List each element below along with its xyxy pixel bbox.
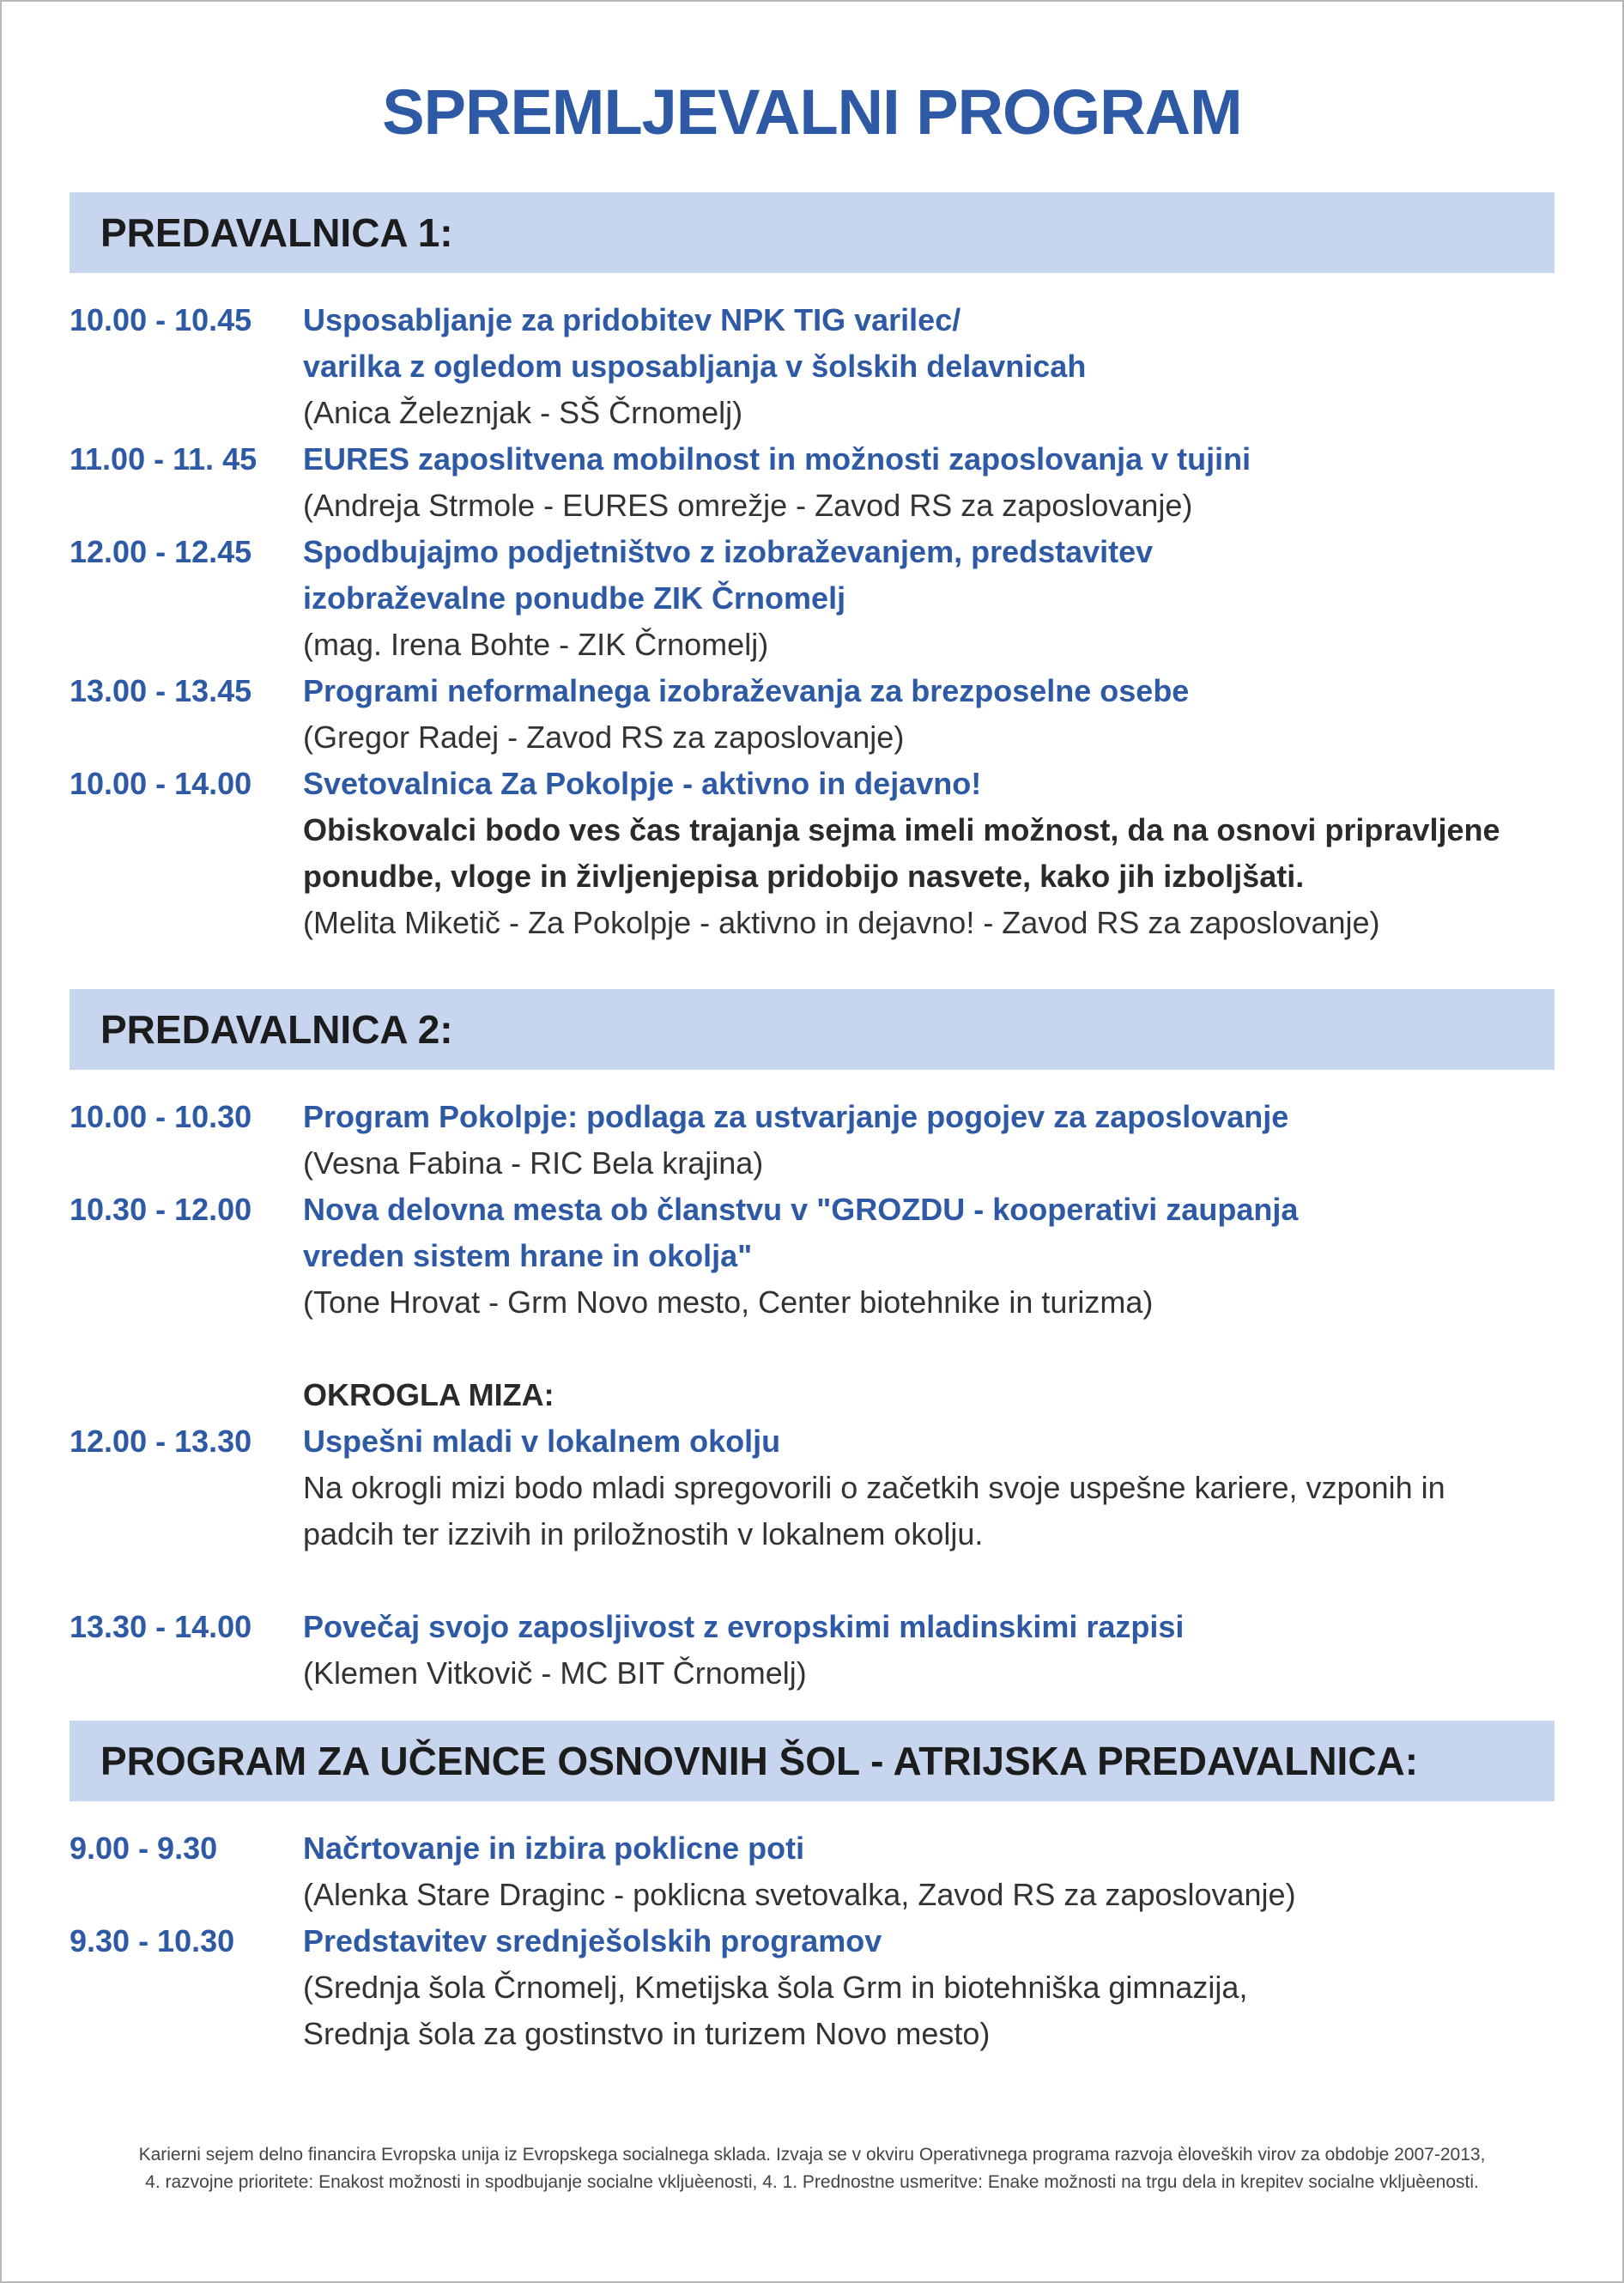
entry-time: 13.00 - 13.45 bbox=[70, 673, 252, 708]
schedule-entry bbox=[70, 1326, 1554, 1418]
entry-emphasis: Obiskovalci bodo ves čas trajanja sejma imeli možnost, da na osnovi pripravljene bbox=[303, 812, 1500, 847]
entry-title: Svetovalnica Za Pokolpje - aktivno in dejavno! bbox=[303, 766, 982, 801]
entry-body bbox=[303, 297, 1554, 436]
schedule-entry bbox=[70, 297, 1554, 436]
section-heading: PREDAVALNICA 2: bbox=[70, 989, 1554, 1070]
entry-speaker: (Srednja šola Črnomelj, Kmetijska šola Grm in biotehniška gimnazija, bbox=[303, 1970, 1248, 2005]
section-heading: PREDAVALNICA 1: bbox=[70, 192, 1554, 273]
schedule-entry bbox=[70, 436, 1554, 529]
entry-title: izobraževalne ponudbe ZIK Črnomelj bbox=[303, 580, 846, 616]
schedule-list bbox=[70, 297, 1554, 946]
entry-title: Nova delovna mesta ob članstvu v "GROZDU - kooperativi zaupanja bbox=[303, 1192, 1299, 1227]
entry-title: EURES zaposlitvena mobilnost in možnosti zaposlovanja v tujini bbox=[303, 441, 1251, 477]
spacer bbox=[303, 1326, 1554, 1372]
entry-time bbox=[70, 1326, 303, 1418]
entry-speaker: (mag. Irena Bohte - ZIK Črnomelj) bbox=[303, 627, 769, 662]
entry-body bbox=[303, 436, 1554, 529]
entry-speaker: (Melita Miketič - Za Pokolpje - aktivno in dejavno! - Zavod RS za zaposlovanje) bbox=[303, 905, 1380, 940]
entry-body bbox=[303, 529, 1554, 668]
schedule-entry bbox=[70, 761, 1554, 946]
entry-body bbox=[303, 1918, 1554, 2057]
entry-time: 10.00 - 10.45 bbox=[70, 302, 252, 337]
schedule-entry bbox=[70, 1187, 1554, 1326]
entry-title: varilka z ogledom usposabljanja v šolskih delavnicah bbox=[303, 349, 1087, 384]
entry-time: 13.30 - 14.00 bbox=[70, 1609, 252, 1644]
entry-speaker: (Gregor Radej - Zavod RS za zaposlovanje) bbox=[303, 720, 905, 755]
entry-title: Usposabljanje za pridobitev NPK TIG varilec/ bbox=[303, 302, 961, 337]
entry-title: Uspešni mladi v lokalnem okolju bbox=[303, 1424, 781, 1459]
entry-body bbox=[303, 668, 1554, 761]
footer-line-1: Karierni sejem delno financira Evropska unija iz Evropskega socialnega sklada. Izvaja se v okviru Operativnega programa razvoja èloveških virov za obdobje 2007-2013, bbox=[138, 2145, 1486, 2165]
entry-speaker: (Tone Hrovat - Grm Novo mesto, Center biotehnike in turizma) bbox=[303, 1284, 1154, 1320]
entry-title: Program Pokolpje: podlaga za ustvarjanje pogojev za zaposlovanje bbox=[303, 1099, 1289, 1134]
entry-body bbox=[303, 1825, 1554, 1918]
entry-time: 9.30 - 10.30 bbox=[70, 1923, 235, 1958]
entry-time: 10.00 - 10.30 bbox=[70, 1099, 252, 1134]
schedule-entry bbox=[70, 1604, 1554, 1697]
entry-emphasis: OKROGLA MIZA: bbox=[303, 1377, 554, 1412]
entry-emphasis: ponudbe, vloge in življenjepisa pridobijo nasvete, kako jih izboljšati. bbox=[303, 859, 1305, 894]
schedule-entry bbox=[70, 1918, 1554, 2057]
entry-speaker: padcih ter izzivih in priložnostih v lokalnem okolju. bbox=[303, 1516, 984, 1551]
funding-footer bbox=[2, 2141, 1622, 2196]
entry-speaker: Srednja šola za gostinstvo in turizem Novo mesto) bbox=[303, 2016, 991, 2051]
sections-container bbox=[70, 192, 1554, 2057]
page-title: SPREMLJEVALNI PROGRAM bbox=[382, 76, 1242, 148]
entry-title: Spodbujajmo podjetništvo z izobraževanjem, predstavitev bbox=[303, 534, 1154, 569]
entry-time: 11.00 - 11. 45 bbox=[70, 441, 258, 477]
schedule-entry bbox=[70, 1418, 1554, 1604]
section-heading: PROGRAM ZA UČENCE OSNOVNIH ŠOL - ATRIJSKA PREDAVALNICA: bbox=[70, 1721, 1554, 1801]
schedule-list bbox=[70, 1094, 1554, 1697]
entry-body bbox=[303, 1094, 1554, 1187]
entry-title: Povečaj svojo zaposljivost z evropskimi mladinskimi razpisi bbox=[303, 1609, 1185, 1644]
entry-speaker: (Anica Železnjak - SŠ Črnomelj) bbox=[303, 395, 743, 430]
entry-time: 12.00 - 13.30 bbox=[70, 1424, 252, 1459]
entry-time: 12.00 - 12.45 bbox=[70, 534, 252, 569]
schedule-list bbox=[70, 1825, 1554, 2057]
entry-title: Programi neformalnega izobraževanja za brezposelne osebe bbox=[303, 673, 1190, 708]
entry-time: 10.30 - 12.00 bbox=[70, 1192, 252, 1227]
entry-body bbox=[303, 1187, 1554, 1326]
entry-speaker: (Klemen Vitkovič - MC BIT Črnomelj) bbox=[303, 1655, 807, 1691]
footer-line-2: 4. razvojne prioritete: Enakost možnosti in spodbujanje socialne vkljuèenosti, 4. 1. Prednostne usmeritve: Enake možnosti na trgu dela in krepitev socialne vkljuèenosti. bbox=[145, 2172, 1479, 2192]
schedule-entry bbox=[70, 529, 1554, 668]
spacer bbox=[303, 1557, 1554, 1604]
entry-speaker: Na okrogli mizi bodo mladi spregovorili o začetkih svoje uspešne kariere, vzponih in bbox=[303, 1470, 1445, 1505]
entry-body bbox=[303, 1604, 1554, 1697]
entry-time: 9.00 - 9.30 bbox=[70, 1831, 218, 1866]
schedule-entry bbox=[70, 1825, 1554, 1918]
entry-speaker: (Vesna Fabina - RIC Bela krajina) bbox=[303, 1145, 764, 1181]
entry-title: Predstavitev srednješolskih programov bbox=[303, 1923, 882, 1958]
entry-body bbox=[303, 761, 1554, 946]
entry-body bbox=[303, 1326, 1554, 1418]
entry-title: Načrtovanje in izbira poklicne poti bbox=[303, 1831, 805, 1866]
entry-title: vreden sistem hrane in okolja" bbox=[303, 1238, 753, 1273]
entry-time: 10.00 - 14.00 bbox=[70, 766, 252, 801]
entry-speaker: (Alenka Stare Draginc - poklicna svetovalka, Zavod RS za zaposlovanje) bbox=[303, 1877, 1296, 1912]
schedule-entry bbox=[70, 1094, 1554, 1187]
entry-body bbox=[303, 1418, 1554, 1604]
entry-speaker: (Andreja Strmole - EURES omrežje - Zavod RS za zaposlovanje) bbox=[303, 488, 1193, 523]
schedule-entry bbox=[70, 668, 1554, 761]
